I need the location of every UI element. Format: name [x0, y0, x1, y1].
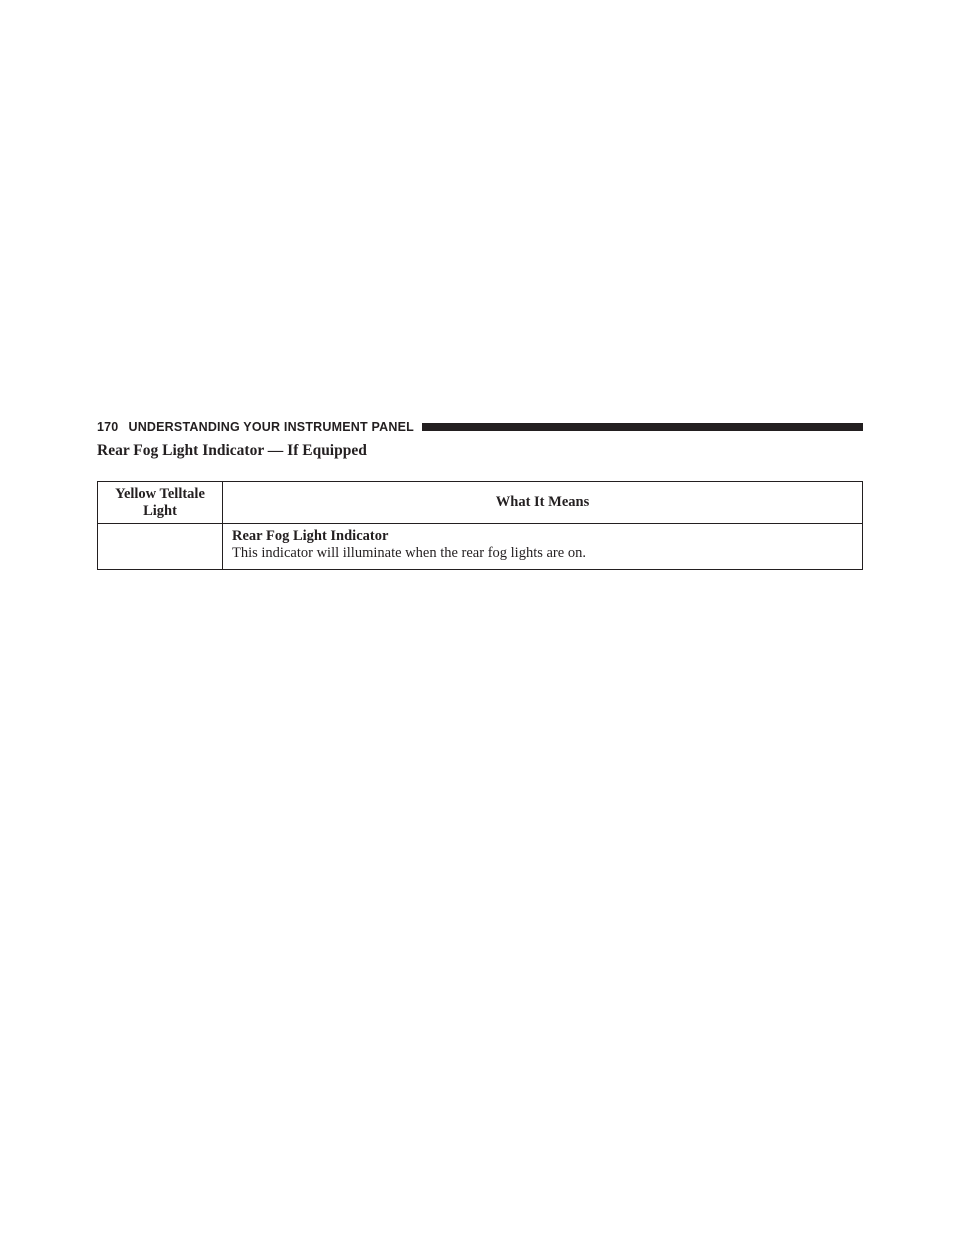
- indicator-description: This indicator will illuminate when the rear fog lights are on.: [232, 545, 586, 561]
- meaning-cell: [223, 524, 863, 570]
- table-row: [98, 524, 863, 570]
- telltale-table: [97, 481, 863, 570]
- indicator-name: Rear Fog Light Indicator: [232, 528, 389, 544]
- table-header-row: [98, 482, 863, 524]
- chapter-title: UNDERSTANDING YOUR INSTRUMENT PANEL: [128, 420, 414, 434]
- column-header-telltale-line2: Light: [143, 502, 177, 519]
- column-header-telltale-light: [98, 482, 223, 524]
- column-header-what-it-means: What It Means: [223, 482, 863, 524]
- section-heading: Rear Fog Light Indicator — If Equipped: [97, 442, 367, 459]
- page-number: 170: [97, 420, 119, 434]
- header-rule: [422, 423, 863, 431]
- column-header-telltale-line1: Yellow Telltale: [115, 485, 205, 502]
- telltale-icon-cell: [98, 524, 223, 570]
- running-header: [97, 418, 863, 436]
